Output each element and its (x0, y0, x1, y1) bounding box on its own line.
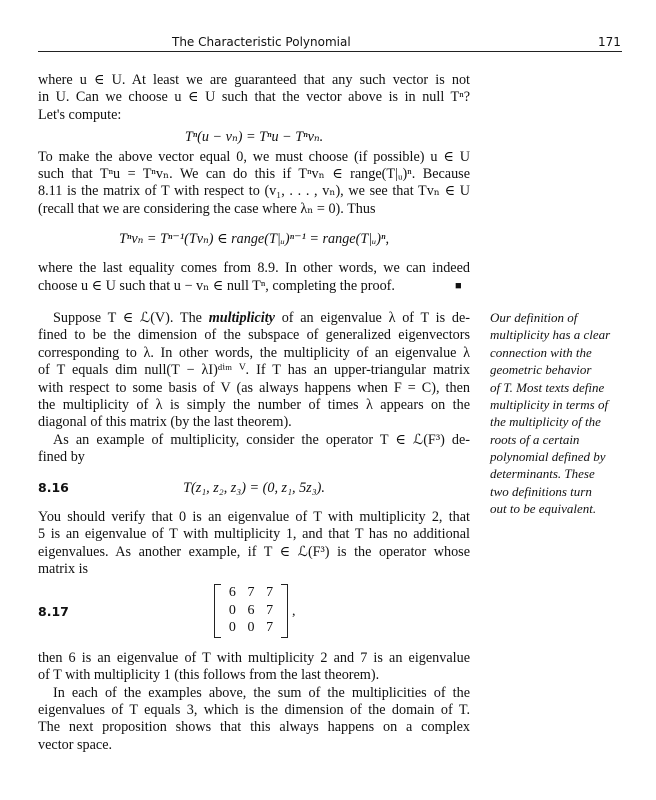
text-line: where u ∈ U. At least we are guaranteed that any such vector is not (38, 72, 470, 88)
equation: T(z₁, z₂, z₃) = (0, z₁, 5z₃). (183, 480, 325, 496)
text-line: vector space. (38, 737, 113, 753)
text-line: of T with multiplicity 1 (this follows from the last theorem). (38, 667, 380, 683)
matrix-entry: 6 (228, 585, 236, 600)
margin-note-line: the multiplicity of the (490, 414, 601, 429)
matrix-row (215, 584, 287, 602)
text-line: fined to be the dimension of the subspace of generalized eigenvectors (38, 327, 470, 343)
qed-symbol: ■ (455, 280, 462, 292)
text-line: fined by (38, 449, 85, 465)
matrix (214, 584, 288, 638)
matrix-entry: 7 (266, 585, 274, 600)
equation-number: 8.16 (38, 480, 69, 495)
margin-note-line: geometric behavior (490, 362, 592, 377)
margin-note-line: of T. Most texts define (490, 380, 605, 395)
margin-note-line: multiplicity in terms of (490, 397, 609, 412)
text-line (53, 309, 470, 327)
equation: Tⁿvₙ = Tⁿ⁻¹(Tvₙ) ∈ range(T|ᵤ)ⁿ⁻¹ = range(T|ᵤ)ⁿ, (118, 231, 390, 247)
text-line: then 6 is an eigenvalue of T with multiplicity 2 and 7 is an eigenvalue (38, 650, 470, 666)
header-rule (38, 51, 622, 52)
margin-note-line: roots of a certain (490, 432, 580, 447)
matrix-row (215, 602, 287, 620)
text-line: In each of the examples above, the sum of the multiplicities of the (53, 685, 470, 701)
matrix-entry: 0 (228, 620, 236, 635)
matrix-comma: , (292, 604, 296, 619)
matrix-entry: 7 (247, 585, 255, 600)
text-line: You should verify that 0 is an eigenvalue of T with multiplicity 2, that (38, 509, 470, 525)
text-line: The next proposition shows that this always happens on a complex (38, 719, 470, 735)
text-line: 8.11 is the matrix of T with respect to (v₁, . . . , vₙ), we see that Tvₙ ∈ U (38, 183, 470, 199)
text-line: of T equals dim null(T − λI)ᵈⁱᵐ ⱽ. If T has an upper-triangular matrix (38, 362, 470, 378)
text-line: with respect to some basis of V (as always happens when F = C), then (38, 380, 470, 396)
text-line: (recall that we are considering the case where λₙ = 0). Thus (38, 201, 376, 217)
text-line: eigenvalues. As another example, if T ∈ ℒ(F³) is the operator whose (38, 544, 470, 560)
matrix-row (215, 619, 287, 637)
text-line: in U. Can we choose u ∈ U such that the vector above is in null Tⁿ? (38, 89, 470, 105)
text-span: of an eigenvalue λ of T is de- (274, 310, 470, 326)
matrix-entry: 7 (266, 602, 274, 618)
margin-note-line: out to be equivalent. (490, 501, 597, 516)
text-line: matrix is (38, 561, 89, 577)
text-line: As an example of multiplicity, consider the operator T ∈ ℒ(F³) de- (53, 432, 470, 448)
page-number: 171 (598, 35, 621, 49)
margin-note-line: multiplicity has a clear (490, 327, 611, 342)
margin-note-line: Our definition of (490, 310, 578, 325)
matrix-entry: 0 (228, 602, 236, 618)
term-multiplicity: multiplicity (208, 310, 275, 326)
text-line: diagonal of this matrix (by the last theorem). (38, 414, 292, 430)
text-line: eigenvalues of T equals 3, which is the dimension of the domain of T. (38, 702, 470, 718)
text-line: such that Tⁿu = Tⁿvₙ. We can do this if Tⁿvₙ ∈ range(T|ᵤ)ⁿ. Because (38, 166, 470, 182)
text-line: Let's compute: (38, 107, 122, 123)
matrix-entry: 6 (247, 602, 255, 618)
equation: Tⁿ(u − vₙ) = Tⁿu − Tⁿvₙ. (184, 129, 324, 145)
text-line: corresponding to λ. In other words, the multiplicity of an eigenvalue λ (38, 345, 470, 361)
matrix-entry: 0 (247, 620, 255, 635)
text-span: Suppose T ∈ ℒ(V). The (53, 310, 209, 326)
running-header-title: The Characteristic Polynomial (172, 35, 351, 49)
margin-note-line: determinants. These (490, 466, 595, 481)
text-line: the multiplicity of λ is simply the number of times λ appears on the (38, 397, 470, 413)
text-line: choose u ∈ U such that u − vₙ ∈ null Tⁿ, completing the proof. (38, 278, 395, 294)
margin-note-line: connection with the (490, 345, 592, 360)
matrix-entry: 7 (266, 620, 274, 635)
equation-number: 8.17 (38, 604, 69, 619)
text-line: To make the above vector equal 0, we must choose (if possible) u ∈ U (38, 149, 470, 165)
margin-note-line: two definitions turn (490, 484, 592, 499)
text-line: 5 is an eigenvalue of T with multiplicity 1, and that T has no additional (38, 526, 470, 542)
margin-note-line: polynomial defined by (490, 449, 606, 464)
text-line: where the last equality comes from 8.9. In other words, we can indeed (38, 260, 470, 276)
